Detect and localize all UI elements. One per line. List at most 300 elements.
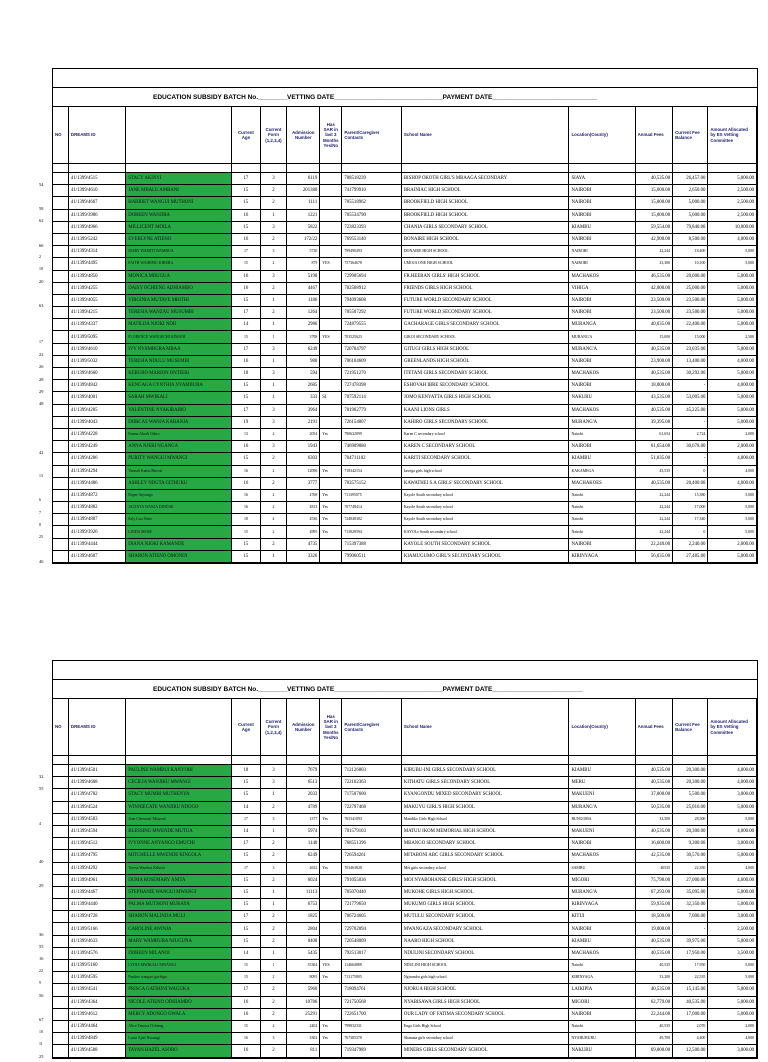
dreams-id-cell: 41/1399/4668 bbox=[68, 777, 125, 789]
amount-cell: 3,000.00 bbox=[708, 911, 757, 923]
name-cell: CECILIA WANJIKU MWANGI bbox=[126, 777, 232, 789]
school-cell: DONAIRE HIGH SCHOOL bbox=[401, 246, 569, 258]
name-cell: MILLICENT MOILA bbox=[126, 221, 232, 233]
amount-cell: 5,000.00 bbox=[708, 416, 757, 428]
contact-cell: 706104609 bbox=[342, 355, 402, 367]
contact-cell: 717507600 bbox=[342, 789, 402, 801]
form-cell: 2 bbox=[260, 453, 286, 465]
balance-cell: 45,225.00 bbox=[673, 404, 708, 416]
location-cell: MURANG'A bbox=[569, 416, 635, 428]
table-body-2 bbox=[39, 765, 757, 1059]
age-cell: 18 bbox=[232, 514, 261, 526]
school-cell: GREENLANDS HIGH SCHOOL bbox=[401, 355, 569, 367]
admission-cell: 8408 bbox=[287, 935, 320, 947]
dreams-id-cell: 41/1399/4444 bbox=[68, 538, 125, 550]
sar-cell bbox=[320, 838, 342, 850]
amount-cell: 10,000.00 bbox=[708, 221, 757, 233]
amount-cell: 5,000.00 bbox=[708, 996, 757, 1008]
dreams-id-cell: 41/1399/4294 bbox=[68, 465, 125, 477]
school-cell: NDULINI SECONDARY SCHOOL bbox=[401, 947, 569, 959]
dreams-id-cell: 41/1399/4966 bbox=[68, 221, 125, 233]
school-cell: BRAINIAC HIGH SCHOOL bbox=[401, 185, 569, 197]
admission-cell: 7679 bbox=[287, 765, 320, 777]
school-cell: Ngirambu girls high school bbox=[401, 972, 569, 984]
admission-cell: 1377 bbox=[287, 813, 320, 825]
location-cell: KIAMBU bbox=[569, 935, 635, 947]
table-row bbox=[53, 343, 757, 355]
fees-cell: 59,935.00 bbox=[635, 899, 672, 911]
admission-cell: 4735 bbox=[287, 538, 320, 550]
col-sar: Has SAR in last 3 Months Yes/No bbox=[320, 107, 342, 164]
contact-cell: 114664888 bbox=[342, 960, 402, 972]
dreams-id-cell: 41/1399/4610 bbox=[68, 185, 125, 197]
school-cell: UMOJA ONE HIGH SCHOOL bbox=[401, 258, 569, 270]
balance-cell: 20,300.00 bbox=[673, 777, 708, 789]
amount-cell: 5,000.00 bbox=[708, 319, 757, 331]
row-no bbox=[39, 923, 68, 938]
location-cell: NAIROBI bbox=[569, 838, 635, 850]
table-row bbox=[53, 1020, 757, 1032]
age-cell: 17 bbox=[232, 343, 261, 355]
school-cell: MITABONI ABC GIRLS SECONDARY SCHOOL bbox=[401, 850, 569, 862]
col-form: Current Form (1,2,3,4) bbox=[260, 107, 286, 164]
admission-cell: 6024 bbox=[287, 874, 320, 886]
form-cell: 2 bbox=[260, 526, 286, 538]
admission-cell: 5974 bbox=[287, 825, 320, 837]
amount-cell: 5,000.00 bbox=[708, 270, 757, 282]
name-cell: MITCHELLE MWENDE KINGOLA bbox=[126, 850, 232, 862]
spacer-row bbox=[53, 164, 757, 173]
location-cell: MURANGA bbox=[569, 319, 635, 331]
location-cell: NAIROBI bbox=[569, 441, 635, 453]
row-no bbox=[53, 789, 68, 801]
balance-cell: 25,016.00 bbox=[673, 801, 708, 813]
school-cell: MUKUMO GIRLS HIGH SCHOOL bbox=[401, 899, 569, 911]
admission-cell: 980 bbox=[287, 355, 320, 367]
school-cell: FRIENDS GIRLS HIGH SCHOOL bbox=[401, 282, 569, 294]
table-row bbox=[53, 935, 757, 947]
sar-cell bbox=[320, 282, 342, 294]
age-cell: 15 bbox=[232, 453, 261, 465]
location-cell: MACHAKOS bbox=[569, 947, 635, 959]
age-cell: 18 bbox=[232, 368, 261, 380]
age-cell: 15 bbox=[232, 935, 261, 947]
location-cell: KIAMBU bbox=[569, 765, 635, 777]
amount-cell: 2,500.00 bbox=[708, 923, 757, 935]
row-no bbox=[39, 526, 68, 540]
col-school: School Name bbox=[401, 699, 569, 756]
age-cell: 17 bbox=[232, 911, 261, 923]
subsidy-sheet-1 bbox=[39, 68, 758, 565]
location-cell: Nairobi bbox=[569, 502, 635, 514]
balance-cell: - bbox=[673, 453, 708, 465]
school-cell: BISHOP OKOTH GIRL'S MBAAGA SECONDARY bbox=[401, 173, 569, 185]
location-cell: KIRINYAGA bbox=[569, 550, 635, 562]
fees-cell: 40,535 bbox=[635, 1020, 672, 1032]
fees-cell: 15,000 bbox=[635, 331, 672, 343]
balance-cell: 22,535 bbox=[673, 972, 708, 984]
row-no bbox=[39, 380, 68, 394]
row-no bbox=[39, 1033, 68, 1046]
table-row bbox=[53, 355, 757, 367]
location-cell: Nairobi bbox=[569, 960, 635, 972]
admission-cell: 594 bbox=[287, 368, 320, 380]
name-cell: TERESIA WANZAU MUSUMBI bbox=[126, 307, 232, 319]
location-cell: KIAMBU bbox=[569, 453, 635, 465]
contact-cell: 722797468 bbox=[342, 801, 402, 813]
school-cell: MUKOHE GIRLS HIGH SCHOOL bbox=[401, 886, 569, 898]
table-row bbox=[53, 465, 757, 477]
amount-cell: 4,000 bbox=[708, 1033, 757, 1045]
row-no bbox=[53, 825, 68, 837]
row-no bbox=[39, 984, 68, 998]
balance-cell: 20,300.00 bbox=[673, 825, 708, 837]
amount-cell: 2,500.00 bbox=[708, 197, 757, 209]
age-cell: 17 bbox=[232, 307, 261, 319]
admission-cell: 5435 bbox=[287, 947, 320, 959]
table-row bbox=[53, 972, 757, 984]
location-cell: MIGORI bbox=[569, 874, 635, 886]
dreams-id-cell: 41/1399/4633 bbox=[68, 935, 125, 947]
fees-cell: 40,535.00 bbox=[635, 777, 672, 789]
name-cell: MERCY ADONGO OWALA bbox=[126, 1008, 232, 1020]
name-cell: Joan Chemutai Maiyoni bbox=[126, 813, 232, 825]
row-prefix: 32 bbox=[39, 773, 44, 779]
name-cell: KENGAGA CYNTHIA NYAMBURA bbox=[126, 380, 232, 392]
school-cell: Mandiko Girls High School bbox=[401, 813, 569, 825]
school-cell: KITHATU GIRLS SECONDARY SCHOOL bbox=[401, 777, 569, 789]
form-cell: 1 bbox=[260, 294, 286, 306]
col-amount: Amount Allocated by ES Vetting Committee bbox=[708, 107, 757, 164]
balance-cell: 28,500 bbox=[673, 813, 708, 825]
amount-cell: 4,000.00 bbox=[708, 765, 757, 777]
location-cell: NAKURU bbox=[569, 1045, 635, 1057]
row-prefix: 22 bbox=[39, 968, 43, 973]
balance-cell: 20,300.00 bbox=[673, 765, 708, 777]
form-cell: 2 bbox=[260, 874, 286, 886]
contact-cell: 705534790 bbox=[342, 209, 402, 221]
admission-cell: 2986 bbox=[287, 319, 320, 331]
age-cell: 15 bbox=[232, 392, 261, 404]
sar-cell bbox=[320, 874, 342, 886]
form-cell: 3 bbox=[260, 862, 286, 874]
amount-cell: 5,000 bbox=[708, 813, 757, 825]
admission-cell: 4995 bbox=[287, 526, 320, 538]
balance-cell: 23,035.00 bbox=[673, 343, 708, 355]
school-cell: MBANGO SECONDARY SCHOOL bbox=[401, 838, 569, 850]
row-no bbox=[39, 960, 68, 973]
school-cell: KAREN C SECONDARY SCHOOL bbox=[401, 441, 569, 453]
dreams-id-cell: 41/1399/4842 bbox=[68, 380, 125, 392]
name-cell: DUMA ROSEMARY ANITA bbox=[126, 874, 232, 886]
contact-cell: 711395075 bbox=[342, 489, 402, 501]
school-cell: CHANIA GIRLS SECONDARY SCHOOL bbox=[401, 221, 569, 233]
balance-cell: 17,950.00 bbox=[673, 947, 708, 959]
name-cell: Teresa Wambui Kibiriti bbox=[126, 862, 232, 874]
name-cell: WINNIECATE WANJIRU NDOGO bbox=[126, 801, 232, 813]
admission-cell: 8095 bbox=[287, 972, 320, 984]
dreams-id-cell: 41/1399/5032 bbox=[68, 355, 125, 367]
contact-cell: 723823393 bbox=[342, 221, 402, 233]
admission-cell: 25291 bbox=[287, 1008, 320, 1020]
dreams-id-cell: 41/1399/4440 bbox=[68, 899, 125, 911]
amount-cell: 4,000.00 bbox=[708, 874, 757, 886]
row-prefix: 7 bbox=[39, 510, 41, 515]
dreams-id-cell: 41/1399/4782 bbox=[68, 789, 125, 801]
school-cell: KAYOLe South secondary school bbox=[401, 526, 569, 538]
name-cell: Lucie Ajiei Nwamgi bbox=[126, 1033, 232, 1045]
contact-cell: 741799910 bbox=[342, 185, 402, 197]
location-cell: NAIROBI bbox=[569, 355, 635, 367]
col-balance: Current Fee Balance bbox=[673, 107, 708, 164]
age-cell: 14 bbox=[232, 947, 261, 959]
age-cell: 15 bbox=[232, 258, 261, 270]
admission-cell: 6249 bbox=[287, 343, 320, 355]
row-prefix: 67 bbox=[39, 1017, 44, 1023]
balance-cell: 25,000.00 bbox=[673, 282, 708, 294]
row-prefix: 54 bbox=[39, 181, 44, 187]
amount-cell: 5,000.00 bbox=[708, 282, 757, 294]
balance-cell: - bbox=[673, 416, 708, 428]
name-cell: Emma Akoth Odero bbox=[126, 428, 232, 440]
form-cell: 3 bbox=[260, 343, 286, 355]
sar-cell bbox=[320, 270, 342, 282]
age-cell: 15 bbox=[232, 331, 261, 343]
sar-cell bbox=[320, 777, 342, 789]
beneficiary-table-1 bbox=[39, 107, 757, 565]
name-cell: EVERLYNE ATIENO bbox=[126, 233, 232, 245]
sar-cell: Yes bbox=[320, 514, 342, 526]
contact-cell: 729905694 bbox=[342, 270, 402, 282]
form-cell: 2 bbox=[260, 984, 286, 996]
name-cell: MARY WAMITI WAMBUA bbox=[126, 246, 232, 258]
col-location: Location(County) bbox=[569, 107, 635, 164]
school-cell: Kayole South secondary school bbox=[401, 514, 569, 526]
dreams-id-cell: 41/1399/4524 bbox=[68, 801, 125, 813]
sar-cell bbox=[320, 947, 342, 959]
sar-cell bbox=[320, 789, 342, 801]
amount-cell: 5,000.00 bbox=[708, 173, 757, 185]
name-cell: DAISY OCHIENG ADHIAMBO bbox=[126, 282, 232, 294]
row-prefix: 25 bbox=[39, 1053, 44, 1059]
sar-cell bbox=[320, 1045, 342, 1057]
table-row bbox=[53, 777, 757, 789]
admission-cell: 1111 bbox=[287, 197, 320, 209]
dreams-id-cell: 41/1399/4728 bbox=[68, 911, 125, 923]
admission-cell: 5198 bbox=[287, 270, 320, 282]
contact-cell: 705070440 bbox=[342, 886, 402, 898]
sar-cell: Yes bbox=[320, 465, 342, 477]
row-no bbox=[53, 282, 68, 294]
location-cell: KITUI bbox=[569, 911, 635, 923]
location-cell: MACHAKOS bbox=[569, 270, 635, 282]
form-cell: 2 bbox=[260, 972, 286, 984]
dreams-id-cell: 41/1399/4515 bbox=[68, 173, 125, 185]
school-cell: BROOKFIELD HIGH SCHOOL bbox=[401, 209, 569, 221]
balance-cell: 17,340 bbox=[673, 514, 708, 526]
sar-cell bbox=[320, 441, 342, 453]
row-no bbox=[39, 209, 68, 224]
dreams-id-cell: 41/1399/5166 bbox=[68, 923, 125, 935]
form-cell: 1 bbox=[260, 789, 286, 801]
row-prefix: 46 bbox=[39, 559, 44, 565]
name-cell: IVY NYAMBURA MBAA bbox=[126, 343, 232, 355]
amount-cell: 5,000 bbox=[708, 502, 757, 514]
sar-cell bbox=[320, 197, 342, 209]
col-school: School Name bbox=[401, 107, 569, 164]
blank-row bbox=[53, 69, 757, 88]
age-cell: 15 bbox=[232, 380, 261, 392]
dreams-id-cell: 41/1399/4467 bbox=[68, 886, 125, 898]
row-prefix: 66 bbox=[39, 242, 44, 248]
name-cell: KERUBO MARION ONTIERI bbox=[126, 368, 232, 380]
amount-cell: 3,500.00 bbox=[708, 947, 757, 959]
admission-cell: 5730 bbox=[287, 246, 320, 258]
age-cell: 17 bbox=[232, 404, 261, 416]
sar-cell: YES bbox=[320, 331, 342, 343]
school-cell: Karen C secondary school bbox=[401, 428, 569, 440]
table-row bbox=[53, 765, 757, 777]
form-cell: 2 bbox=[260, 197, 286, 209]
dreams-id-cell: 41/1399/4486 bbox=[68, 477, 125, 489]
amount-cell: 3,000.00 bbox=[708, 838, 757, 850]
location-cell: Nairobi bbox=[569, 428, 635, 440]
balance-cell: 2,240.00 bbox=[673, 538, 708, 550]
admission-cell: 3798 bbox=[287, 331, 320, 343]
fees-cell: 19,000.00 bbox=[635, 923, 672, 935]
name-cell: DOREEN WANJIRA bbox=[126, 209, 232, 221]
table-row bbox=[53, 899, 757, 911]
fees-cell: 40,535.00 bbox=[635, 935, 672, 947]
col-contacts: Parent/Caregiver Contacts bbox=[342, 107, 402, 164]
table-body-1 bbox=[39, 173, 757, 565]
amount-cell: 5,000.00 bbox=[708, 850, 757, 862]
dreams-id-cell: 41/1399/4495 bbox=[68, 258, 125, 270]
school-cell: KIAMUGUMO GIRL'S SECONDARY SCHOOL bbox=[401, 550, 569, 562]
contact-cell: 708518239 bbox=[342, 173, 402, 185]
name-cell: NICOLE ATIENO ODHIAMBO bbox=[126, 996, 232, 1008]
age-cell: 15 bbox=[232, 526, 261, 538]
table-row bbox=[53, 550, 757, 562]
dreams-id-cell: 41/1399/4464 bbox=[68, 1020, 125, 1032]
age-cell: 17 bbox=[232, 862, 261, 874]
admission-cell: 6119 bbox=[287, 173, 320, 185]
name-cell: PALMA MUTHONI MURAYA bbox=[126, 899, 232, 911]
fees-cell: 49,700 bbox=[635, 1033, 672, 1045]
balance-cell: 30,292.00 bbox=[673, 368, 708, 380]
sar-cell bbox=[320, 416, 342, 428]
location-cell: MIGORI bbox=[569, 996, 635, 1008]
form-cell: 1 bbox=[260, 550, 286, 562]
dreams-id-cell: 41/1399/4607 bbox=[68, 550, 125, 562]
admission-cell: 4652 bbox=[287, 862, 320, 874]
balance-cell: 79,840.00 bbox=[673, 221, 708, 233]
admission-cell: 6249 bbox=[287, 850, 320, 862]
fees-cell: 40,535.00 bbox=[635, 765, 672, 777]
sar-cell bbox=[320, 233, 342, 245]
balance-cell: 39,975.00 bbox=[673, 935, 708, 947]
dreams-id-cell: 41/1399/4849 bbox=[68, 1033, 125, 1045]
school-cell: BONAIRE HIGH SCHOOL bbox=[401, 233, 569, 245]
contact-cell: 721951270 bbox=[342, 368, 402, 380]
admission-cell: 1264 bbox=[287, 307, 320, 319]
amount-cell: 2,000 bbox=[708, 428, 757, 440]
contact-cell: 722651700 bbox=[342, 1008, 402, 1020]
dreams-id-cell: 41/1399/4337 bbox=[68, 319, 125, 331]
amount-cell: 4,000.00 bbox=[708, 777, 757, 789]
table-row bbox=[53, 307, 757, 319]
row-no bbox=[39, 368, 68, 382]
admission-cell: 1140 bbox=[287, 838, 320, 850]
location-cell: NYAHURURU bbox=[569, 1033, 635, 1045]
contact-cell: 702508912 bbox=[342, 282, 402, 294]
balance-cell: 18,400 bbox=[673, 246, 708, 258]
dreams-id-cell: 41/1399/4215 bbox=[68, 307, 125, 319]
location-cell: NAIROBI bbox=[569, 923, 635, 935]
form-cell: 1 bbox=[260, 825, 286, 837]
row-no bbox=[39, 270, 68, 285]
fees-cell: 40,535.00 bbox=[635, 825, 672, 837]
age-cell: 15 bbox=[232, 185, 261, 197]
balance-cell: 22,350 bbox=[673, 862, 708, 874]
name-cell: MONICA MBUGUA bbox=[126, 270, 232, 282]
form-cell: 3 bbox=[260, 404, 286, 416]
table-row bbox=[53, 514, 757, 526]
table-row bbox=[53, 270, 757, 282]
amount-cell: 4,000.00 bbox=[708, 477, 757, 489]
form-cell: 3 bbox=[260, 1033, 286, 1045]
contact-cell: 713175805 bbox=[342, 972, 402, 984]
location-cell: MURANG'A bbox=[569, 343, 635, 355]
col-fees: Annual Fees bbox=[635, 107, 672, 164]
balance-cell: 5,000.00 bbox=[673, 209, 708, 221]
dreams-id-cell: 41/1399/4249 bbox=[68, 441, 125, 453]
amount-cell: 5,000 bbox=[708, 514, 757, 526]
admission-cell: 6513 bbox=[287, 777, 320, 789]
row-no bbox=[53, 416, 68, 428]
dreams-id-cell: 41/1399/4887 bbox=[68, 514, 125, 526]
school-cell: kavega girls high school bbox=[401, 465, 569, 477]
contact-cell: 719347989 bbox=[342, 1045, 402, 1057]
school-cell: MATUU IKOM MEMORIAL HIGH SCHOOL bbox=[401, 825, 569, 837]
name-cell: SHARON MALINDA MULI bbox=[126, 911, 232, 923]
col-amount: Amount Allocated by ES Vetting Committee bbox=[708, 699, 757, 756]
row-no bbox=[39, 489, 68, 503]
balance-cell: - bbox=[673, 923, 708, 935]
col-admission: Admission Number bbox=[287, 107, 320, 164]
contact-cell: 769553140 bbox=[342, 233, 402, 245]
admission-cell: 2054 bbox=[287, 428, 320, 440]
location-cell: NAIROBI bbox=[569, 307, 635, 319]
row-no bbox=[39, 550, 68, 565]
amount-cell: 4,000 bbox=[708, 862, 757, 874]
age-cell: 16 bbox=[232, 489, 261, 501]
row-no bbox=[53, 996, 68, 1008]
table-row bbox=[53, 319, 757, 331]
contact-cell: 720784797 bbox=[342, 343, 402, 355]
table-row bbox=[53, 862, 757, 874]
name-cell: Alice Tamara Ochieng bbox=[126, 1020, 232, 1032]
school-cell: FR.HEERAN GIRLS' HIGH SCHOOL bbox=[401, 270, 569, 282]
form-cell: 2 bbox=[260, 185, 286, 197]
admission-cell: 879 bbox=[287, 258, 320, 270]
balance-cell: 20,400.00 bbox=[673, 477, 708, 489]
fees-cell: 18,500.00 bbox=[635, 911, 672, 923]
admission-cell: 2402 bbox=[287, 1020, 320, 1032]
age-cell: 15 bbox=[232, 221, 261, 233]
age-cell: 15 bbox=[232, 550, 261, 562]
sar-cell: Yes bbox=[320, 1033, 342, 1045]
